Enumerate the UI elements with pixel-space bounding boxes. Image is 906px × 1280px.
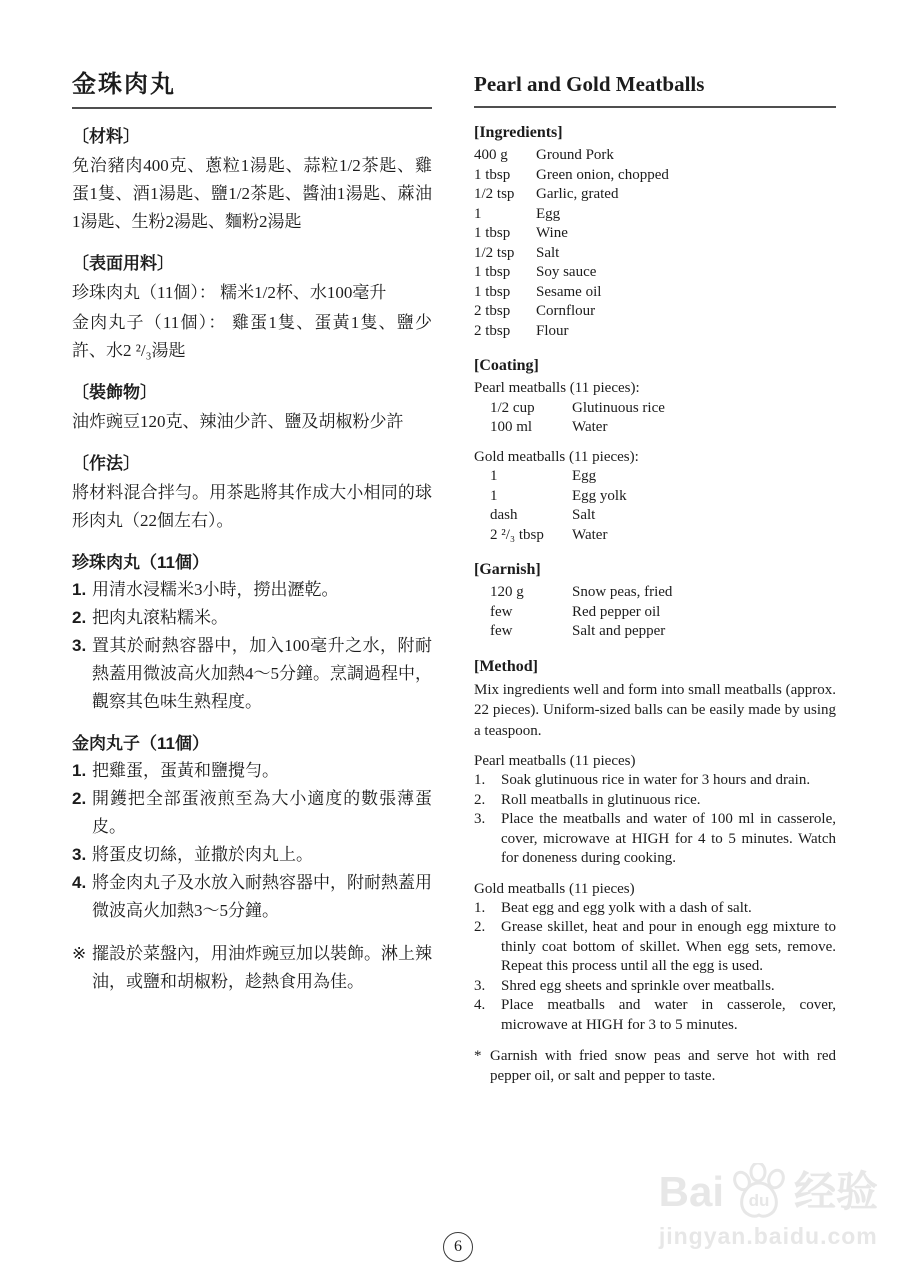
list-item	[474, 810, 836, 869]
ingredient-name: Glutinuous rice	[572, 399, 665, 416]
step-text: 置其於耐熱容器中，加入100毫升之水，附耐熱蓋用微波高火加熱4～5分鐘。烹調過程中，觀察其色味生熟程度。	[92, 636, 432, 711]
coating-row	[474, 399, 836, 419]
step-number: 1.	[72, 580, 87, 599]
section-materials	[72, 124, 432, 236]
ingredient-row	[474, 205, 836, 225]
method-intro-cn: 將材料混合拌勻。用茶匙將其作成大小相同的球形肉丸（22個左右）。	[72, 483, 432, 530]
ingredient-amount: 1/2 cup	[490, 399, 535, 416]
section-heading-method: [Method]	[474, 657, 538, 675]
ingredient-amount: few	[490, 623, 513, 639]
subheading-pearl-meatballs: Pearl meatballs (11 pieces)	[474, 753, 636, 769]
coating-line-pearl-cn: 珍珠肉丸（11個）： 糯米1/2杯、水100毫升	[72, 283, 387, 302]
ingredient-name: Salt and pepper	[572, 623, 666, 639]
step-text: 將蛋皮切絲，並撒於肉丸上。	[92, 845, 313, 864]
step-number: 4.	[474, 997, 486, 1013]
list-item	[72, 869, 432, 925]
coating-row	[474, 418, 836, 438]
list-item	[474, 791, 836, 811]
step-number: 2.	[474, 791, 486, 808]
watermark-brand-suffix: 经验	[793, 1168, 878, 1215]
ingredient-name: Snow peas, fried	[572, 584, 673, 600]
ingredient-name: Salt	[572, 507, 596, 523]
garnish-text-cn: 油炸豌豆120克、辣油少許、鹽及胡椒粉少許	[72, 412, 404, 431]
ingredient-amount: few	[490, 603, 513, 620]
ingredient-row	[474, 244, 836, 264]
ingredient-amount: 1	[474, 205, 482, 222]
page-number-badge	[443, 1232, 473, 1262]
step-text: Roll meatballs in glutinuous rice.	[501, 791, 701, 808]
step-number: 3.	[72, 845, 87, 864]
ingredient-name: Cornflour	[536, 303, 596, 319]
ingredient-amount: 1 tbsp	[474, 283, 511, 300]
watermark-brand-left: Bai	[658, 1168, 724, 1215]
list-item	[474, 918, 836, 977]
ingredient-row	[474, 283, 836, 303]
step-text: 用清水浸糯米3小時，撈出瀝乾。	[92, 580, 339, 599]
step-number: 2.	[474, 919, 486, 935]
ingredient-amount: 100 ml	[490, 419, 533, 435]
ingredient-row	[474, 302, 836, 322]
method-intro: Mix ingredients well and form into small meatballs (approx. 22 pieces). Uniform-sized balls can be easily made by using a teaspoon.	[474, 681, 837, 739]
note-text: 擺設於菜盤內，用油炸豌豆加以裝飾。淋上辣油，或鹽和胡椒粉，趁熱食用為佳。	[92, 944, 432, 991]
ingredient-amount: 1 tbsp	[474, 166, 511, 183]
subheading-gold-meatballs: Gold meatballs (11 pieces)	[474, 880, 635, 897]
ingredient-amount: 1	[490, 468, 498, 484]
section-coating-cn	[72, 251, 432, 365]
watermark-url: jingyan.baidu.com	[658, 1223, 878, 1249]
ingredient-name: Ground Pork	[536, 147, 614, 163]
watermark-brand	[659, 1163, 878, 1221]
ingredient-name: Water	[572, 419, 608, 435]
subheading-gold-meatballs-cn: 金肉丸子（11個）	[72, 734, 209, 753]
list-item	[72, 576, 432, 604]
paw-icon	[728, 1163, 790, 1221]
section-garnish	[474, 559, 836, 642]
step-text: Place meatballs and water in casserole, cover, microwave at HIGH for 3 to 5 minutes.	[501, 997, 836, 1033]
section-ingredients	[474, 122, 836, 341]
step-text: 將金肉丸子及水放入耐熱容器中，附耐熱蓋用微波高火加熱3～5分鐘。	[92, 873, 432, 920]
section-method-cn	[72, 451, 432, 535]
serving-note	[474, 1046, 836, 1086]
ingredient-amount: 1/2 tsp	[474, 186, 515, 202]
step-text: 把雞蛋，蛋黃和鹽攪勻。	[92, 761, 279, 780]
spacer	[474, 438, 836, 448]
materials-text: 免治豬肉400克、蔥粒1湯匙、蒜粒1/2茶匙、雞蛋1隻、酒1湯匙、鹽1/2茶匙、醬油1湯匙、蔴油1湯匙、生粉2湯匙、麵粉2湯匙	[72, 156, 432, 231]
ingredient-amount: 1/2 tsp	[474, 244, 515, 261]
step-number: 1.	[474, 772, 486, 788]
watermark-brand-paw-text: du	[748, 1191, 770, 1210]
ingredient-name: Garlic, grated	[536, 186, 619, 202]
ingredient-name: Sesame oil	[536, 283, 602, 300]
list-item	[72, 632, 432, 716]
step-number: 2.	[72, 789, 87, 808]
ingredient-name: Green onion, chopped	[536, 166, 669, 183]
coating-row	[474, 487, 836, 507]
garnish-row	[474, 603, 836, 623]
section-coating	[474, 355, 836, 545]
ingredient-amount: dash	[490, 507, 518, 523]
ingredient-name: Egg	[536, 205, 561, 222]
section-method	[474, 656, 836, 1087]
note-text: Garnish with fried snow peas and serve hot with red pepper oil, or salt and pepper to taste.	[490, 1048, 836, 1084]
ingredient-amount: 2 ²/₃ tbsp	[490, 526, 544, 543]
list-item	[474, 996, 836, 1035]
step-text: 把肉丸滾粘糯米。	[92, 608, 228, 627]
list-item	[72, 785, 432, 841]
ingredient-amount: 2 tbsp	[474, 322, 511, 339]
list-item	[72, 604, 432, 632]
recipe-title-chinese: 金珠肉丸	[72, 70, 432, 109]
english-recipe-column	[474, 70, 836, 1086]
coating-gold-label: Gold meatballs (11 pieces):	[474, 448, 639, 465]
ingredient-name: Red pepper oil	[572, 603, 661, 620]
step-text: Shred egg sheets and sprinkle over meatballs.	[501, 977, 775, 994]
note-marker: *	[474, 1048, 482, 1064]
list-item	[474, 771, 836, 791]
ingredient-amount: 1 tbsp	[474, 264, 511, 280]
ingredient-name: Flour	[536, 322, 569, 339]
coating-row	[474, 526, 836, 546]
section-garnish-cn	[72, 380, 432, 436]
step-number: 2.	[72, 608, 87, 627]
list-item	[474, 977, 836, 997]
coating-line-gold-cn: 金肉丸子（11個）： 雞蛋1隻、蛋黃1隻、鹽少許、水2 ²/₃湯匙	[72, 313, 432, 360]
ingredient-amount: 1 tbsp	[474, 225, 511, 241]
section-heading-garnish-cn: 〔裝飾物〕	[72, 383, 157, 402]
list-item	[474, 899, 836, 919]
step-text: Soak glutinuous rice in water for 3 hours and drain.	[501, 772, 811, 788]
subheading-pearl-meatballs-cn: 珍珠肉丸（11個）	[72, 553, 209, 572]
section-heading-materials: 〔材料〕	[72, 127, 140, 146]
list-item	[72, 841, 432, 869]
section-heading-garnish: [Garnish]	[474, 561, 541, 578]
step-number: 4.	[72, 873, 87, 892]
coating-row	[474, 467, 836, 487]
step-number: 3.	[474, 977, 486, 994]
coating-pearl-label: Pearl meatballs (11 pieces):	[474, 380, 640, 396]
ingredient-row	[474, 263, 836, 283]
step-number: 1.	[72, 761, 87, 780]
coating-row	[474, 506, 836, 526]
ingredient-name: Wine	[536, 225, 568, 241]
ingredient-name: Soy sauce	[536, 264, 597, 280]
step-number: 3.	[474, 811, 486, 827]
page-number: 6	[454, 1238, 462, 1255]
step-text: Beat egg and egg yolk with a dash of salt.	[501, 899, 752, 916]
ingredient-row	[474, 224, 836, 244]
ingredient-name: Egg	[572, 468, 597, 484]
ingredient-amount: 1	[490, 487, 498, 504]
section-heading-method-cn: 〔作法〕	[72, 454, 140, 473]
garnish-row	[474, 583, 836, 603]
section-heading-coating: [Coating]	[474, 357, 539, 374]
serving-note-cn	[72, 940, 432, 996]
step-text: Place the meatballs and water of 100 ml in casserole, cover, microwave at HIGH for 4 to 5 minutes. Watch for doneness during cooking.	[501, 811, 836, 866]
step-text: 開鑊把全部蛋液煎至為大小適度的數張薄蛋皮。	[92, 789, 432, 836]
ingredient-name: Water	[572, 526, 608, 543]
ingredient-amount: 400 g	[474, 147, 508, 163]
baidu-jingyan-watermark	[659, 1163, 878, 1250]
ingredient-row	[474, 146, 836, 166]
ingredient-row	[474, 166, 836, 186]
ingredient-amount: 120 g	[490, 584, 524, 600]
step-number: 1.	[474, 899, 486, 916]
section-heading-coating-cn: 〔表面用料〕	[72, 254, 174, 273]
ingredient-row	[474, 322, 836, 342]
garnish-row	[474, 622, 836, 642]
section-heading-ingredients: [Ingredients]	[474, 124, 563, 141]
ingredient-name: Salt	[536, 244, 560, 261]
note-marker: ※	[72, 944, 87, 963]
chinese-recipe-column	[72, 70, 432, 996]
ingredient-amount: 2 tbsp	[474, 303, 511, 319]
ingredient-row	[474, 185, 836, 205]
list-item	[72, 757, 432, 785]
ingredient-name: Egg yolk	[572, 487, 627, 504]
recipe-title-english: Pearl and Gold Meatballs	[474, 70, 836, 108]
step-text: Grease skillet, heat and pour in enough egg mixture to thinly coat bottom of skillet. When egg sets, remove. Repeat this process until all the egg is used.	[501, 919, 836, 974]
step-number: 3.	[72, 636, 87, 655]
